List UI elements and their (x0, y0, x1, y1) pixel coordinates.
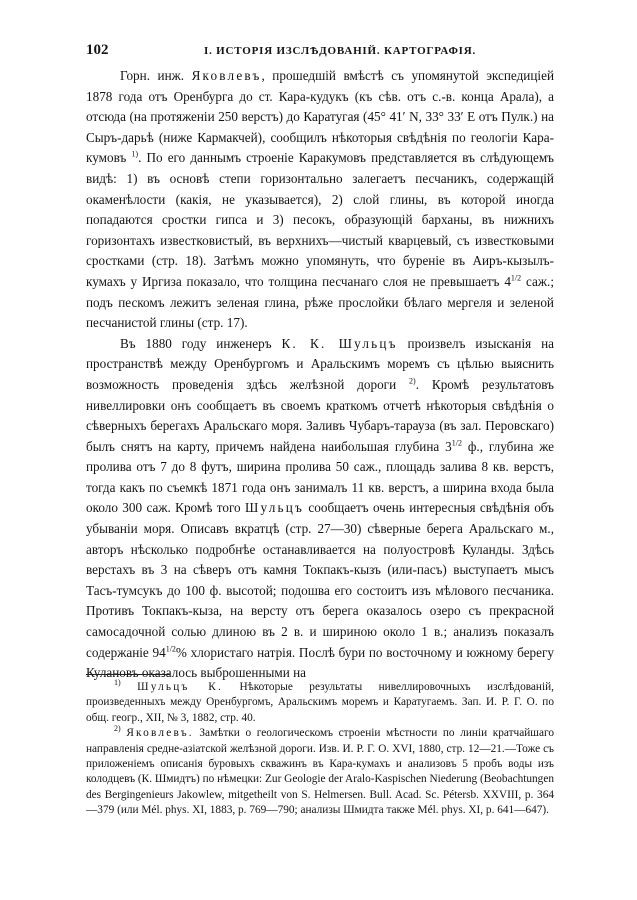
author-name: К. К. Шульцъ (281, 335, 398, 351)
footnote-divider (86, 674, 170, 675)
footnotes (86, 680, 554, 819)
footnote-ref[interactable]: 1) (131, 149, 139, 159)
fraction: 1/2 (165, 644, 176, 654)
footnote-author: Шульцъ К. (137, 681, 223, 693)
author-name: Яковлевъ (191, 68, 262, 83)
page-number: 102 (86, 42, 109, 58)
footnote-ref[interactable]: 2) (409, 376, 416, 386)
body-text (86, 66, 554, 684)
running-head: I. ИСТОРІЯ ИЗСЛѢДОВАНІЙ. КАРТОГРАФІЯ. (204, 45, 477, 57)
fraction: 1/2 (510, 273, 522, 283)
footnote-author: Яковлевъ. (126, 727, 194, 740)
footnote-1: $^{1)}$ Шульцъ К. Нѣкоторые результаты нивеллировочныхъ изслѣдованій, произведенныхъ между Оренбургомъ, Аральскимъ моремъ и Каратугаемъ. Зап. И. Р. Г. О. по общ. геогр., XII, № 3, 1882, стр. 40. (86, 678, 554, 724)
paragraph-schultz: Въ 1880 году инженеръ К. К. Шульцъ произвелъ изысканія на пространствѣ между Оренбургомъ и Аральскимъ моремъ съ цѣлью выяснить возможность проведенія здѣсь желѣзной дороги $^{2)}$. Кромѣ результатовъ нивеллировки онъ сообщаетъ въ своемъ краткомъ отчетѣ нѣкоторыя свѣдѣнія о сѣверныхъ берегахъ Аральскаго моря. Заливъ Чубаръ-тарауза (въ зал. Перовскаго) былъ снятъ на карту, причемъ найдена наибольшая глубина $3^{1/2}$ ф., глубина же пролива отъ 7 до 8 футъ, ширина пролива 50 саж., площадь залива 8 кв. верстъ, тогда какъ по съемкѣ 1871 года онъ занималъ 11 кв. верстъ, а ширина входа была около 300 саж. Кромѣ того Шульцъ сообщаетъ очень интересныя свѣдѣнія объ убываніи моря. Описавъ вкратцѣ (стр. 27—30) сѣверные берега Аральскаго м., авторъ нѣсколько подробнѣе останавливается на полуостровѣ Куланды. Здѣсь верстахъ въ 3 на сѣверъ отъ камня Токпакъ-кызъ (или-пасъ) выступаетъ мысъ Тасъ-тумсукъ до 100 ф. высотой; подошва его состоитъ изъ мѣлового песчаника. Противъ Токпакъ-кыза, на версту отъ берега оказалось озеро съ прекрасной самосадочной солью длиною въ 2 в. и шириною около 1 в.; анализъ показалъ содержаніе $94^{1/2}\%$ хлористаго натрія. Послѣ бури по восточному и южному берегу Кулановъ оказалось выброшенными на (86, 335, 555, 681)
paragraph-yakovlev: Горн. инж. Яковлевъ, прошедшій вмѣстѣ съ упомянутой экспедиціей 1878 года отъ Оренбурга до ст. Кара-кудукъ (къ сѣв. отъ с.-в. конца Арала), а отсюда (на протяженіи 250 верстъ) до Каратугая (45° 41′ N, 33° 33′ E отъ Пулк.) на Сыръ-дарьѣ (ниже Кармакчей), сообщилъ нѣкоторыя свѣдѣнія по геологіи Кара-кумовъ $^{1)}$. По его даннымъ строеніе Каракумовъ представляется въ слѣдующемъ видѣ: 1) въ основѣ степи горизонтально залегаетъ песчаникъ, содержащій окаменѣлости (какія, не указывается), 2) слой глины, въ которой иногда попадаются сростки гипса и 3) песокъ, образующій барханы, въ нижнихъ горизонтахъ известковистый, въ верхнихъ—чистый кварцевый, съ известковыми сростками (стр. 18). Затѣмъ можно упомянуть, что буреніе въ Аиръ-кызылъ-кумахъ у Иргиза показало, что толщина песчанаго слоя не превышаетъ $4^{1/2}$ саж.; подъ пескомъ лежитъ зеленая глина, рѣже прослойки бѣлаго мергеля и зеленой песчанистой глины (стр. 17). (86, 68, 555, 331)
footnote-2: $^{2)}$ Яковлевъ. Замѣтки о геологическомъ строеніи мѣстности по линіи кратчайшаго направленія средне-азіатской желѣзной дороги. Изв. И. Р. Г. О. XVI, 1880, стр. 12—21.—Тоже съ приложеніемъ описанія буровыхъ скважинъ въ Кара-кумахъ и анализовъ 5 пробъ воды изъ колодцевъ (К. Шмидтъ) по нѣмецки: Zur Geologie der Aralo-Kaspischen Niederung (Beobachtungen des Bergingenieurs Jakowlew, mitgetheilt von S. Helmersen. Bull. Acad. Sc. Pétersb. XXVIII, p. 364—379 (или Mél. phys. XI, 1883, p. 769—790; анализы Шмидта также Mél. phys. XI, p. 641—647). (86, 724, 555, 817)
author-name: Шульцъ (245, 500, 305, 516)
fraction: 1/2 (451, 438, 462, 448)
page-header (86, 42, 554, 60)
